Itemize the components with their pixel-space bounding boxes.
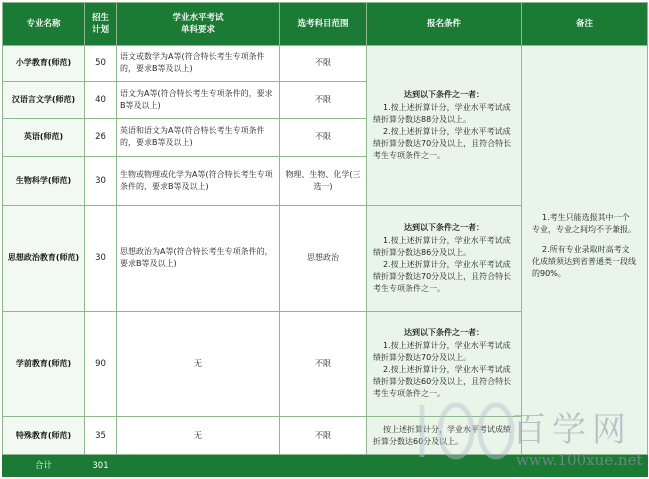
requirement: 无 <box>117 416 280 455</box>
requirement: 生物或物理或化学为A等(符合特长考生专项条件的，要求B等及以上) <box>117 157 280 206</box>
header-plan-line2: 计划 <box>91 25 109 35</box>
header-plan-line1: 招生 <box>91 13 109 23</box>
condition-line: 按上述折算计分，学业水平考试成绩折算分数达60分及以上。 <box>373 424 511 446</box>
major-name: 思想政治教育(师范) <box>3 206 85 311</box>
admission-table <box>2 2 648 477</box>
note-line: 2.所有专业录取时高考文化成绩须达到省普通类一段线的90%。 <box>532 245 636 279</box>
conditions-group-2 <box>367 206 522 311</box>
major-name: 小学教育(师范) <box>3 46 85 82</box>
total-empty-cell <box>367 455 522 477</box>
subject-range: 物理、生物、化学(三选一) <box>280 157 367 206</box>
conditions-title: 达到以下条件之一者： <box>404 90 484 100</box>
condition-line: 1.按上述折算计分，学业水平考试成绩折算分数达86分及以上。 <box>373 235 511 257</box>
condition-line: 2.按上述折算计分，学业水平考试成绩折算分数达70分及以上，且符合特长考生专项条件之一。 <box>373 259 512 293</box>
major-name: 生物科学(师范) <box>3 157 85 206</box>
requirement: 语文或数学为A等(符合特长考生专项条件的，要求B等及以上) <box>117 46 280 82</box>
conditions-group-3 <box>367 311 522 416</box>
header-notes: 备注 <box>522 3 648 46</box>
subject-range: 不限 <box>280 81 367 118</box>
table-row <box>3 46 648 82</box>
condition-line: 1.按上述折算计分，学业水平考试成绩折算分数达88分及以上。 <box>373 103 511 125</box>
condition-line: 2.按上述折算计分，学业水平考试成绩折算分数达60分及以上，且符合特长考生专项条件之一。 <box>373 365 512 399</box>
requirement: 英语和语文为A等(符合特长考生专项条件的，要求B等及以上) <box>117 118 280 157</box>
total-empty-cell <box>280 455 367 477</box>
total-empty-cell <box>522 455 648 477</box>
admission-table-container <box>2 2 647 477</box>
plan-count: 35 <box>85 416 117 455</box>
conditions-group-4 <box>367 416 522 455</box>
header-req-line1: 学业水平考试 <box>172 13 224 23</box>
header-req-line2: 单科要求 <box>180 25 215 35</box>
subject-range: 不限 <box>280 416 367 455</box>
total-label: 合计 <box>3 455 85 477</box>
plan-count: 26 <box>85 118 117 157</box>
condition-line: 2.按上述折算计分，学业水平考试成绩折算分数达70分及以上，且符合特长考生专项条件之一。 <box>373 127 512 161</box>
header-major: 专业名称 <box>3 3 85 46</box>
plan-count: 30 <box>85 157 117 206</box>
major-name: 汉语言文学(师范) <box>3 81 85 118</box>
total-value: 301 <box>85 455 117 477</box>
major-name: 英语(师范) <box>3 118 85 157</box>
note-line: 1.考生只能选报其中一个专业，专业之间均不予兼报。 <box>532 213 636 235</box>
total-empty-cell <box>117 455 280 477</box>
header-requirement <box>117 3 280 46</box>
condition-line: 1.按上述折算计分，学业水平考试成绩折算分数达70分及以上。 <box>373 341 511 363</box>
subject-range: 不限 <box>280 311 367 416</box>
plan-count: 50 <box>85 46 117 82</box>
header-subjects: 选考科目范围 <box>280 3 367 46</box>
conditions-group-1 <box>367 46 522 206</box>
subject-range: 不限 <box>280 46 367 82</box>
subject-range: 思想政治 <box>280 206 367 311</box>
plan-count: 90 <box>85 311 117 416</box>
notes-cell <box>522 46 648 455</box>
total-row <box>3 455 648 477</box>
conditions-title: 达到以下条件之一者： <box>404 222 484 232</box>
major-name: 特殊教育(师范) <box>3 416 85 455</box>
watermark-text: 百学网 <box>512 410 632 450</box>
subject-range: 不限 <box>280 118 367 157</box>
plan-count: 40 <box>85 81 117 118</box>
conditions-title: 达到以下条件之一者： <box>404 328 484 338</box>
header-row <box>3 3 648 46</box>
requirement: 语文为A等(符合特长考生专项条件的，要求B等及以上) <box>117 81 280 118</box>
header-conditions: 报名条件 <box>367 3 522 46</box>
requirement: 无 <box>117 311 280 416</box>
requirement: 思想政治为A等(符合特长考生专项条件的，要求B等及以上) <box>117 206 280 311</box>
major-name: 学前教育(师范) <box>3 311 85 416</box>
header-plan <box>85 3 117 46</box>
plan-count: 30 <box>85 206 117 311</box>
watermark-url: www.100xue.net <box>516 451 643 469</box>
